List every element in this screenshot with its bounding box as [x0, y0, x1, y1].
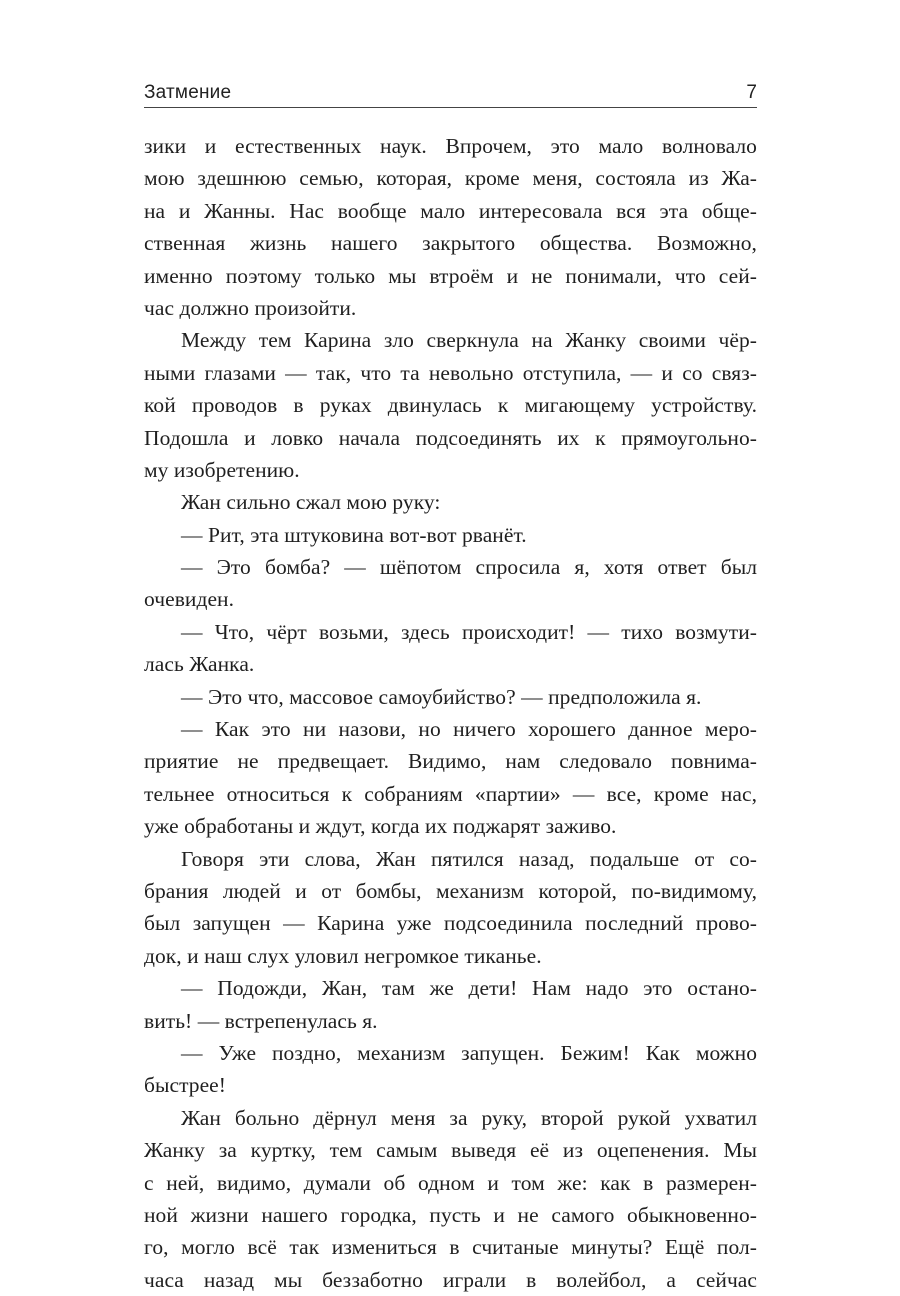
- text-line: очевиден.: [144, 587, 235, 612]
- text-line: — Это что, массовое самоубийство? — предположила я.: [181, 684, 702, 709]
- page-number: 7: [746, 82, 757, 103]
- text-line: ными глазами — так, что та невольно отступила, — и со связ-: [144, 360, 757, 385]
- text-line: именно поэтому только мы втроём и не понимали, что сей-: [144, 263, 757, 288]
- text-line: был запущен — Карина уже подсоединила последний прово-: [144, 911, 757, 936]
- text-line: ственная жизнь нашего закрытого общества. Возможно,: [144, 231, 757, 256]
- text-line: Жан сильно сжал мою руку:: [181, 490, 441, 515]
- text-line: док, и наш слух уловил негромкое тиканье.: [144, 943, 542, 968]
- text-line: — Рит, эта штуковина вот-вот рванёт.: [181, 522, 527, 547]
- text-line: — Это бомба? — шёпотом спросила я, хотя ответ был: [181, 555, 757, 580]
- text-line: приятие не предвещает. Видимо, нам следовало повнима-: [144, 749, 757, 774]
- text-line: быстрее!: [144, 1073, 226, 1098]
- text-line: Говоря эти слова, Жан пятился назад, подальше от со-: [181, 846, 757, 871]
- text-line: брания людей и от бомбы, механизм которой, по-видимому,: [144, 878, 757, 903]
- chapter-title: Затмение: [144, 82, 232, 103]
- text-line: часа назад мы беззаботно играли в волейбол, а сейчас: [144, 1267, 757, 1292]
- text-line: Жан больно дёрнул меня за руку, второй рукой ухватил: [181, 1105, 757, 1130]
- body-text: [144, 130, 757, 1296]
- text-line: Между тем Карина зло сверкнула на Жанку своими чёр-: [181, 328, 757, 353]
- text-line: вить! — встрепенулась я.: [144, 1008, 378, 1033]
- text-line: зики и естественных наук. Впрочем, это мало волновало: [144, 134, 757, 158]
- text-line: — Как это ни назови, но ничего хорошего данное меро-: [181, 717, 757, 742]
- running-header: [144, 74, 757, 108]
- text-line: мою здешнюю семью, которая, кроме меня, состояла из Жа-: [144, 166, 757, 191]
- text-line: кой проводов в руках двинулась к мигающему устройству.: [144, 393, 757, 418]
- text-line: — Что, чёрт возьми, здесь происходит! — тихо возмути-: [181, 619, 757, 644]
- text-line: час должно произойти.: [144, 295, 357, 320]
- text-line: с ней, видимо, думали об одном и том же: как в размерен-: [144, 1170, 757, 1195]
- text-line: уже обработаны и ждут, когда их поджарят заживо.: [144, 814, 617, 839]
- text-line: — Уже поздно, механизм запущен. Бежим! Как можно: [181, 1040, 757, 1065]
- text-line: му изобретению.: [144, 457, 300, 482]
- text-line: Подошла и ловко начала подсоединять их к прямоугольно-: [144, 425, 757, 450]
- text-line: — Подожди, Жан, там же дети! Нам надо это останo-: [181, 976, 757, 1001]
- book-page: [144, 74, 757, 1296]
- text-line: лась Жанка.: [144, 652, 255, 677]
- text-line: тельнее относиться к собраниям «партии» — все, кроме нас,: [144, 781, 757, 806]
- text-line: го, могло всё так измениться в считаные минуты? Ещё пол-: [144, 1235, 757, 1260]
- text-line: Жанку за куртку, тем самым выведя её из оцепенения. Мы: [144, 1138, 757, 1163]
- text-line: на и Жанны. Нас вообще мало интересовала вся эта обще-: [144, 198, 757, 223]
- text-line: ной жизни нашего городка, пусть и не самого обыкновенно-: [144, 1202, 757, 1227]
